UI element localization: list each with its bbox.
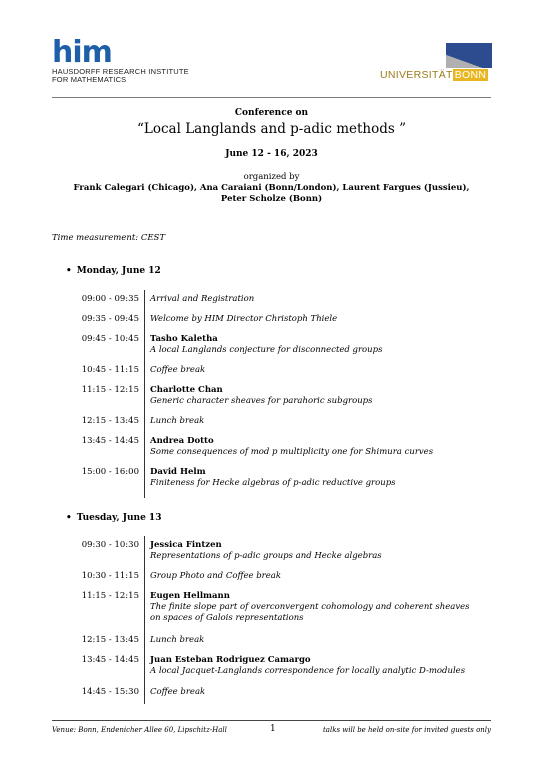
bullet-icon: • [66,266,72,276]
slot-talk: A local Langlands conjecture for disconnected groups [150,345,383,355]
slot-speaker: Andrea Dotto [150,436,214,446]
uni-bonn-logo [380,43,492,81]
slot-speaker: Tasho Kaletha [150,334,218,344]
slot-talk: Coffee break [150,365,206,375]
slot-time: 11:15 - 12:15 [81,591,139,601]
bullet-icon: • [66,513,72,523]
slot-time: 09:00 - 09:35 [81,294,139,304]
schedule-divider [144,290,145,498]
uni-bonn-universitaet: UNIVERSITÄT [380,69,453,81]
him-logo-wordmark: him [52,35,112,70]
uni-bonn-name: BONN [454,69,487,81]
slot-talk: Welcome by HIM Director Christoph Thiele [150,314,338,324]
slot-talk-continued: on spaces of Galois representations [150,613,304,623]
header-divider [52,97,491,98]
slot-speaker: Charlotte Chan [150,385,223,395]
slot-time: 10:45 - 11:15 [81,365,139,375]
slot-speaker: Juan Esteban Rodriguez Camargo [150,655,311,665]
title-block [0,108,543,205]
time-measurement-note: Time measurement: CEST [52,233,166,243]
footer-venue: Venue: Bonn, Endenicher Allee 60, Lipschitz-Hall [52,726,227,734]
slot-time: 12:15 - 13:45 [81,416,139,426]
footer-note: talks will be held on-site for invited guests only [322,726,491,734]
slot-talk: Representations of p-adic groups and Hecke algebras [150,551,382,561]
slot-time: 11:15 - 12:15 [81,385,139,395]
uni-bonn-emblem-icon [380,43,492,68]
schedule-tuesday [66,536,496,706]
slot-speaker: Eugen Hellmann [150,591,230,601]
footer-divider [52,720,491,721]
him-logo-line1: HAUSDORFF RESEARCH INSTITUTE [52,67,189,76]
schedule-divider [144,536,145,704]
slot-talk: Arrival and Registration [150,294,255,304]
slot-talk: Generic character sheaves for parahoric subgroups [150,396,373,406]
slot-time: 14:45 - 15:30 [81,687,139,697]
slot-time: 12:15 - 13:45 [81,635,139,645]
slot-time: 09:35 - 09:45 [81,314,139,324]
slot-time: 13:45 - 14:45 [81,655,139,665]
organizers-line-2: Peter Scholze (Bonn) [220,194,323,204]
conference-on-label: Conference on [234,108,309,118]
slot-talk: Group Photo and Coffee break [150,571,281,581]
slot-time: 13:45 - 14:45 [81,436,139,446]
slot-talk: A local Jacquet-Langlands correspondence for locally analytic D-modules [150,666,466,676]
day-heading-monday [66,266,161,276]
slot-speaker: Jessica Fintzen [150,540,222,550]
slot-time: 09:45 - 10:45 [81,334,139,344]
slot-speaker: David Helm [150,467,206,477]
slot-talk: Coffee break [150,687,206,697]
slot-talk: Finiteness for Hecke algebras of p-adic reductive groups [150,478,396,488]
slot-time: 15:00 - 16:00 [81,467,139,477]
him-logo [52,35,189,84]
day-heading-label: Monday, June 12 [76,266,161,276]
slot-talk: The finite slope part of overconvergent cohomology and coherent sheaves [150,602,470,612]
slot-talk: Lunch break [150,416,205,426]
slot-talk: Some consequences of mod p multiplicity one for Shimura curves [150,447,434,457]
uni-bonn-wordmark [380,69,492,81]
conference-title: “Local Langlands and p-adic methods ” [136,121,407,137]
slot-time: 10:30 - 11:15 [81,571,139,581]
him-logo-line2: FOR MATHEMATICS [52,75,127,84]
organized-by-label: organized by [243,172,300,182]
schedule-monday [66,290,496,500]
day-heading-label: Tuesday, June 13 [76,513,162,523]
day-heading-tuesday [66,513,161,523]
conference-dates: June 12 - 16, 2023 [225,149,318,159]
slot-time: 09:30 - 10:30 [81,540,139,550]
slot-talk: Lunch break [150,635,205,645]
page-header [0,0,543,100]
organizers-line-1: Frank Calegari (Chicago), Ana Caraiani (Bonn/London), Laurent Fargues (Jussieu), [73,183,470,193]
page-number: 1 [270,724,276,734]
